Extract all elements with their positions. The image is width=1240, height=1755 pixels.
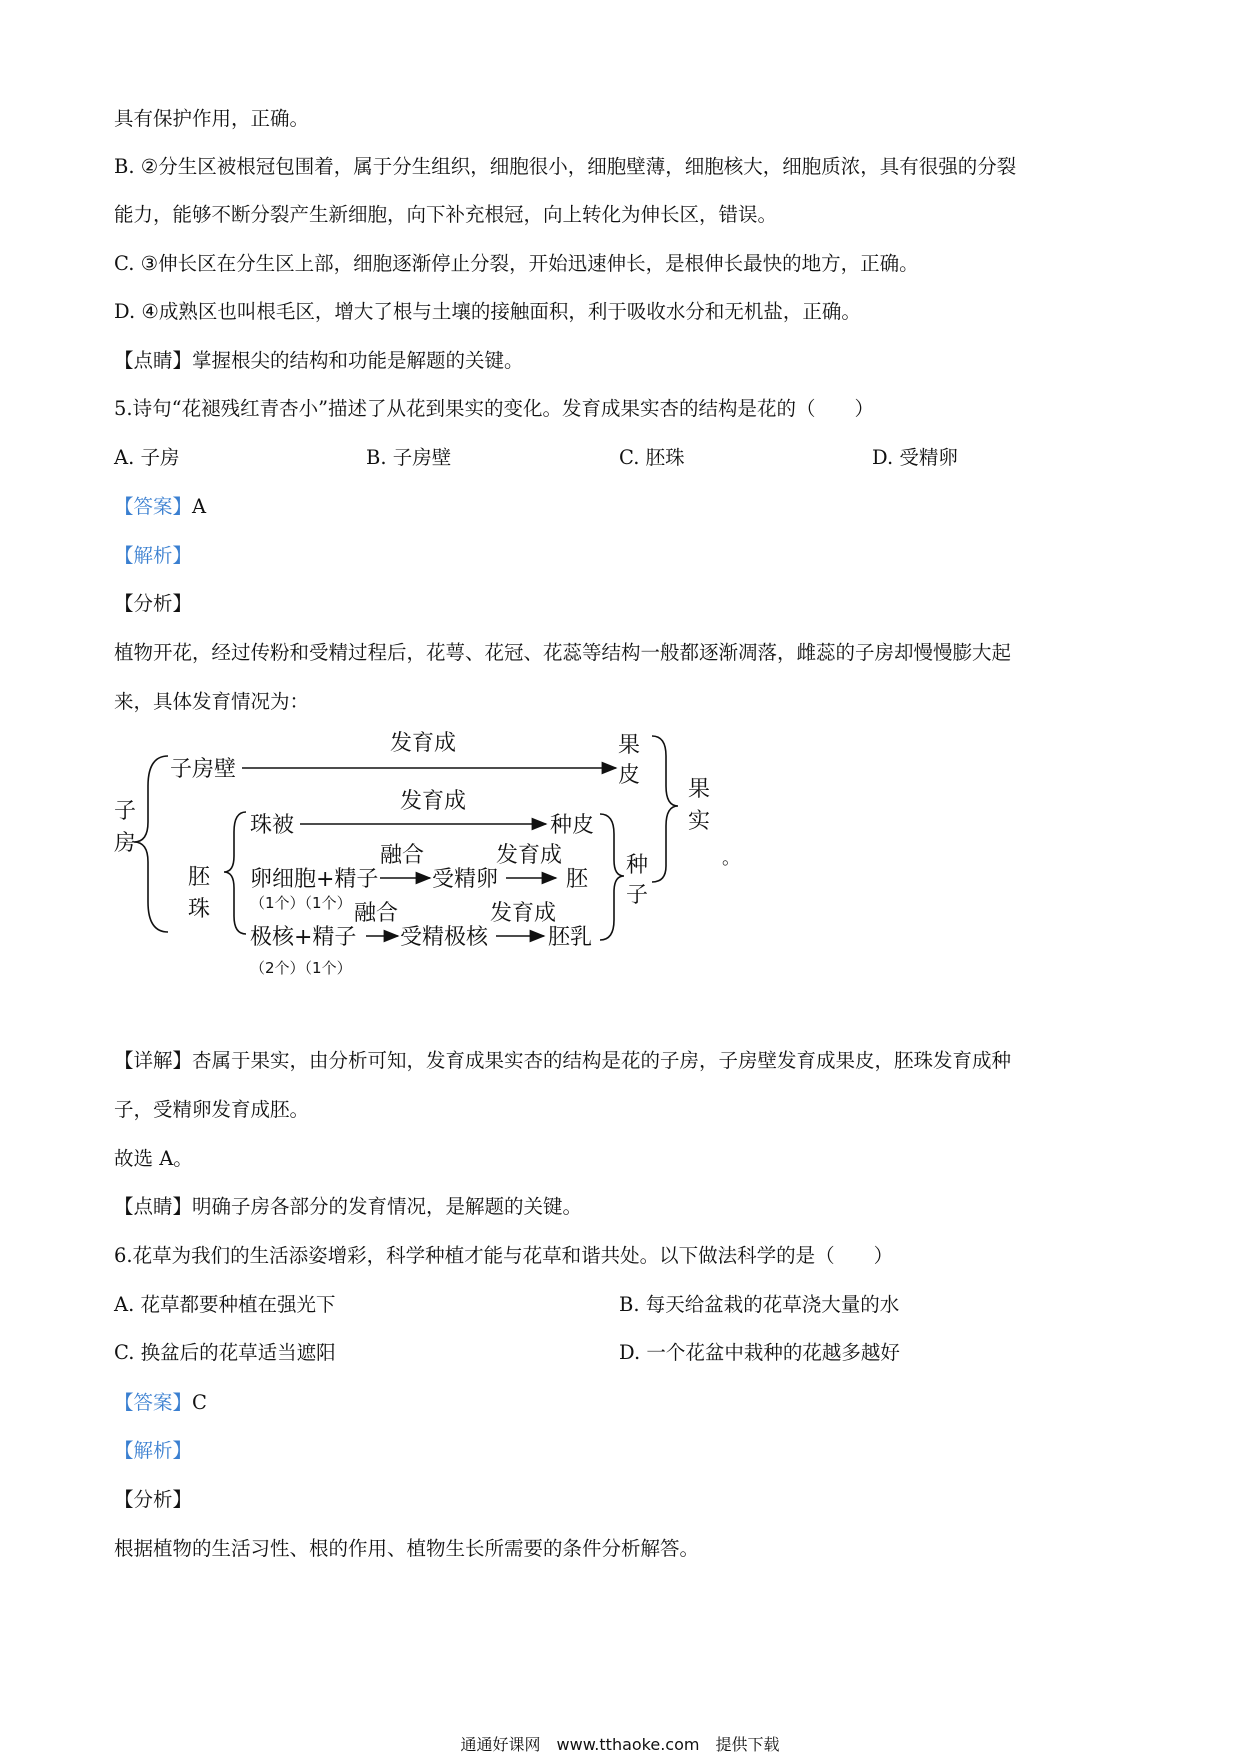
diagram-peiru: 胚乳 [548,925,593,950]
question-6-stem: 6.花草为我们的生活添姿增彩，科学种植才能与花草和谐共处。以下做法科学的是（ ） [114,1244,894,1267]
q6-jiexi-tag: 【解析】 [114,1439,193,1462]
diagram-zhu: 珠 [188,897,211,922]
diagram-zifangbi: 子房壁 [170,757,237,782]
q5-option-a: A. 子房 [114,446,180,469]
q6-option-d: D. 一个花盆中栽种的花越多越好 [619,1341,900,1364]
q5-analysis-line: 植物开花，经过传粉和受精过程后，花萼、花冠、花蕊等结构一般都逐渐凋落，雌蕊的子房却慢慢膨大起 [114,641,1012,664]
diagram-fang: 房 [114,831,137,856]
q6-option-a: A. 花草都要种植在强光下 [114,1293,336,1316]
diagram-shoujingjihe: 受精极核 [400,925,489,950]
diagram-jihe: 极核+精子 [250,925,357,950]
q6-fenxi-tag: 【分析】 [114,1488,193,1511]
diagram-fayucheng-2: 发育成 [400,789,467,814]
text-line: 具有保护作用，正确。 [114,107,310,130]
diagram-shoujingluan: 受精卵 [432,867,499,892]
diagram-fayucheng: 发育成 [390,731,457,756]
q5-answer [114,494,206,520]
q5-fenxi-tag: 【分析】 [114,592,193,615]
answer-value: C [192,1391,207,1414]
diagram-pi: 皮 [618,763,641,788]
question-5-stem: 5.诗句“花褪残红青杏小”描述了从花到果实的变化。发育成果实杏的结构是花的（ ） [114,397,875,420]
diagram-zi: 子 [114,799,137,824]
answer-tag: 【答案】 [114,495,193,518]
diagram-zhong: 种 [550,813,573,838]
text-line: 【点睛】掌握根尖的结构和功能是解题的关键。 [114,349,524,372]
diagram-ronghe-2: 融合 [354,901,399,926]
diagram-count2: （2个）（1个） [250,959,352,977]
q5-detail-line: 子，受精卵发育成胚。 [114,1098,310,1121]
ovary-development-diagram [110,726,750,996]
diagram-zhong2: 种 [626,853,649,878]
q5-option-d: D. 受精卵 [872,446,958,469]
diagram-zhubei: 珠被 [250,813,295,838]
q6-option-c: C. 换盆后的花草适当遮阳 [114,1341,336,1364]
text-line: D. ④成熟区也叫根毛区，增大了根与土壤的接触面积，利于吸收水分和无机盐，正确。 [114,300,861,323]
footer: 通通好课网 www.tthaoke.com 提供下载 [460,1735,780,1754]
diagram-period: 。 [722,848,740,869]
diagram-guo2: 果 [688,777,711,802]
q6-answer [114,1390,207,1416]
diagram-shi: 实 [688,809,711,834]
q5-option-c: C. 胚珠 [619,446,685,469]
diagram-fayucheng-4: 发育成 [490,901,557,926]
diagram-ronghe: 融合 [380,843,425,868]
diagram-luanxibao: 卵细胞+精子 [250,867,379,892]
answer-value: A [192,495,207,518]
diagram-zi2: 子 [626,883,649,908]
text-line: B. ②分生区被根冠包围着，属于分生组织，细胞很小，细胞壁薄，细胞核大，细胞质浓，具有很强的分裂 [114,155,1017,178]
q5-dianjing: 【点睛】明确子房各部分的发育情况，是解题的关键。 [114,1195,583,1218]
q5-detail-line: 【详解】杏属于果实，由分析可知，发育成果实杏的结构是花的子房，子房壁发育成果皮，胚珠发育成种 [114,1049,1012,1072]
q5-option-b: B. 子房壁 [366,446,452,469]
diagram-fayucheng-3: 发育成 [496,843,563,868]
q5-jiexi-tag: 【解析】 [114,544,193,567]
q5-choose: 故选 A。 [114,1147,193,1170]
diagram-pei: 胚 [188,865,211,890]
diagram-guo: 果 [618,733,641,758]
text-line: C. ③伸长区在分生区上部，细胞逐渐停止分裂，开始迅速伸长，是根伸长最快的地方，正确。 [114,252,919,275]
q6-analysis-line: 根据植物的生活习性、根的作用、植物生长所需要的条件分析解答。 [114,1537,700,1560]
answer-tag: 【答案】 [114,1391,193,1414]
diagram-pi2: 皮 [572,813,595,838]
diagram-pei2: 胚 [566,867,589,892]
diagram-count1: （1个）（1个） [250,894,352,912]
text-line: 能力，能够不断分裂产生新细胞，向下补充根冠，向上转化为伸长区，错误。 [114,203,778,226]
q6-option-b: B. 每天给盆栽的花草浇大量的水 [619,1293,900,1316]
q5-analysis-line: 来，具体发育情况为： [114,690,310,713]
